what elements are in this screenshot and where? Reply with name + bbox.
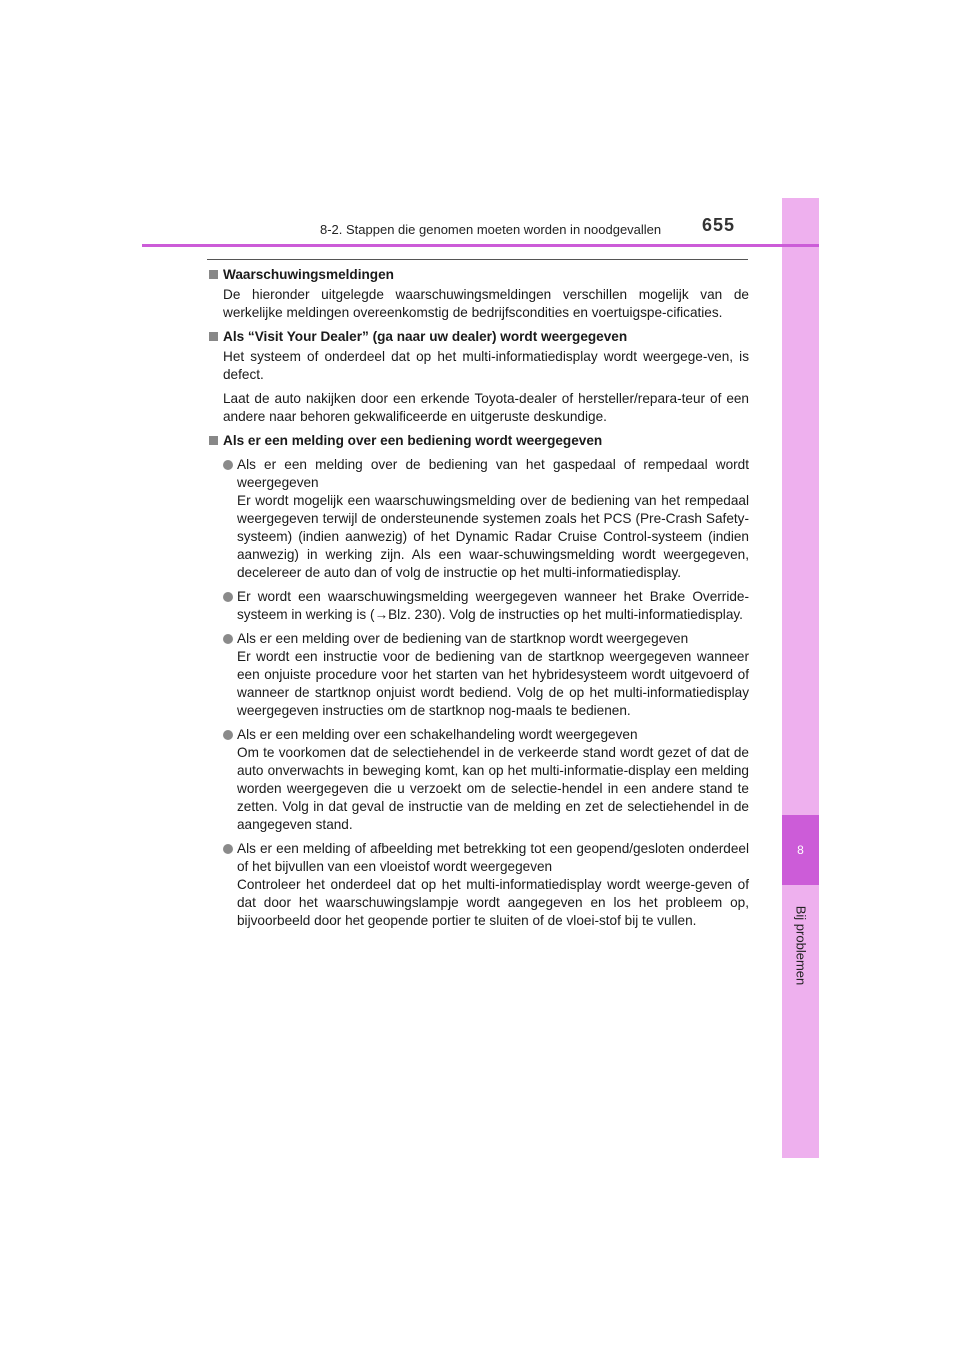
paragraph: Laat de auto nakijken door een erkende Toyota-dealer of hersteller/repara-teur of een andere naar behoren gekwalificeerde en uitgeruste deskundige.	[223, 391, 749, 424]
page-number: 655	[702, 215, 736, 235]
list-item	[209, 588, 749, 624]
list-item-title: Als er een melding over de bediening van het gaspedaal of rempedaal wordt weergegeven	[237, 457, 749, 490]
chapter-title-label: Bij problemen	[793, 905, 808, 985]
list-item-body: Er wordt een waarschuwingsmelding weergegeven wanneer het Brake Override-systeem in werking is (→Blz. 230). Volg de instructies op het multi-informatiedisplay.	[237, 589, 749, 622]
section-title: Waarschuwingsmeldingen	[223, 267, 394, 282]
section-heading	[209, 266, 749, 284]
list-item-body: Om te voorkomen dat de selectiehendel in de verkeerde stand wordt gezet of dat de auto onverwachts in beweging komt, kan op het multi-informatie-display een melding worden weergegeven die u verzoekt om de selectie-hendel in een andere stand te zetten. Volg in dat geval de instructie van de melding en zet de selectiehendel in de aangegeven stand.	[237, 745, 749, 832]
list-item	[209, 840, 749, 930]
square-bullet-icon	[209, 270, 218, 279]
content-divider	[207, 259, 748, 260]
round-bullet-icon	[223, 460, 233, 470]
list-item	[209, 456, 749, 582]
page-content	[209, 266, 749, 930]
square-bullet-icon	[209, 332, 218, 341]
section-heading	[209, 432, 749, 450]
list-item-title: Als er een melding over de bediening van de startknop wordt weergegeven	[237, 631, 689, 646]
list-item-body: Controleer het onderdeel dat op het multi-informatiedisplay wordt weerge-geven of dat door het waarschuwingslampje wordt aangegeven en los het probleem op, bijvoorbeeld door het geopende portier te sluiten of de vloei-stof bij te vullen.	[237, 877, 749, 928]
list-item	[209, 726, 749, 834]
round-bullet-icon	[223, 844, 233, 854]
paragraph: Het systeem of onderdeel dat op het multi-informatiedisplay wordt weergege-ven, is defect.	[223, 349, 749, 382]
side-tab	[782, 198, 819, 1158]
square-bullet-icon	[209, 436, 218, 445]
list-item-body: Er wordt mogelijk een waarschuwingsmelding over de bediening van het rempedaal weergegeven terwijl de ondersteunende systemen zoals het PCS (Pre-Crash Safety-systeem) (indien aanwezig) of het Dynamic Radar Cruise Control-systeem (indien aanwezig) in werking zijn. Als een waar-schuwingsmelding wordt weergegeven, decelereer de auto dan of volg de instructie op het multi-informatiedisplay.	[237, 493, 749, 580]
chapter-title-tab[interactable]	[782, 890, 819, 1000]
section-heading	[209, 328, 749, 346]
round-bullet-icon	[223, 592, 233, 602]
paragraph: De hieronder uitgelegde waarschuwingsmeldingen verschillen mogelijk van de werkelijke meldingen overeenkomstig de bedrijfscondities en voertuigspe-cificaties.	[223, 287, 749, 320]
section-title: Als “Visit Your Dealer” (ga naar uw dealer) wordt weergegeven	[223, 329, 628, 344]
section-title: Als er een melding over een bediening wordt weergegeven	[223, 433, 603, 448]
round-bullet-icon	[223, 634, 233, 644]
section-header: 8-2. Stappen die genomen moeten worden in noodgevallen	[320, 222, 662, 237]
list-item	[209, 630, 749, 720]
list-item-title: Als er een melding over een schakelhandeling wordt weergegeven	[237, 727, 638, 742]
chapter-number-tab[interactable]: 8	[782, 815, 819, 885]
header-divider	[142, 244, 819, 247]
list-item-title: Als er een melding of afbeelding met betrekking tot een geopend/gesloten onderdeel of het bijvullen van een vloeistof wordt weergegeven	[237, 841, 749, 874]
round-bullet-icon	[223, 730, 233, 740]
list-item-body: Er wordt een instructie voor de bediening van de startknop weergegeven wanneer een onjuiste procedure voor het starten van het hybridesysteem wordt uitgevoerd of wanneer de startknop onjuist wordt bediend. Volg de op het multi-informatiedisplay weergegeven instructies om de startknop nog-maals te bedienen.	[237, 649, 749, 718]
